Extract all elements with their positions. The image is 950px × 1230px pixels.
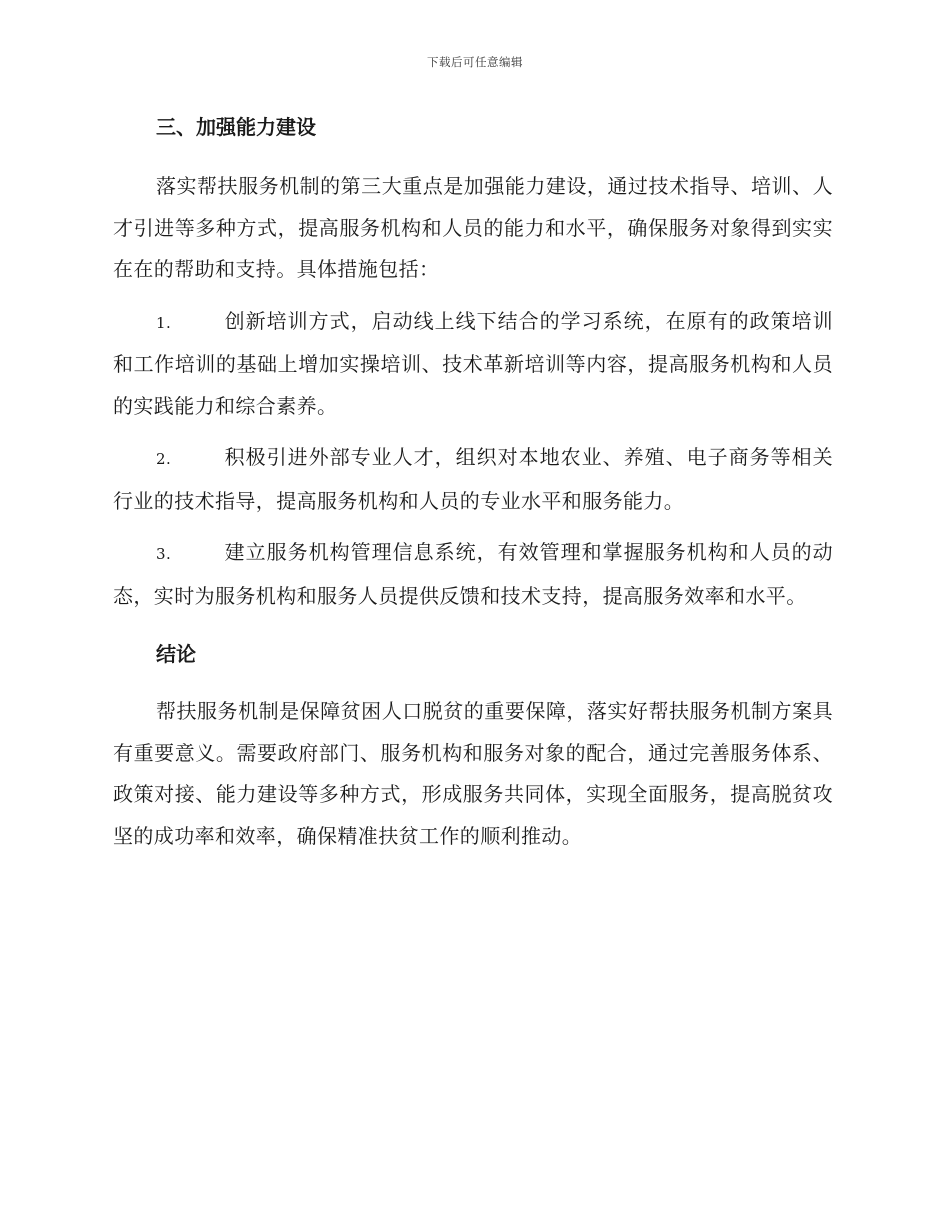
list-item-number: 2. — [156, 450, 172, 468]
list-item-text: 积极引进外部专业人才，组织对本地农业、养殖、电子商务等相关行业的技术指导，提高服务机构和人员的专业水平和服务能力。 — [113, 445, 833, 513]
conclusion-heading: 结论 — [156, 642, 196, 666]
list-item — [113, 437, 833, 522]
list-item — [113, 301, 833, 428]
list-item-text: 建立服务机构管理信息系统，有效管理和掌握服务机构和人员的动态，实时为服务机构和服务人员提供反馈和技术支持，提高服务效率和水平。 — [113, 540, 833, 608]
conclusion-paragraph: 帮扶服务机制是保障贫困人口脱贫的重要保障，落实好帮扶服务机制方案具有重要意义。需要政府部门、服务机构和服务对象的配合，通过完善服务体系、政策对接、能力建设等多种方式，形成服务共同体，实现全面服务，提高脱贫攻坚的成功率和效率，确保精准扶贫工作的顺利推动。 — [113, 699, 833, 848]
list-item-number: 1. — [156, 313, 172, 332]
list-item-text: 创新培训方式，启动线上线下结合的学习系统，在原有的政策培训和工作培训的基础上增加实操培训、技术革新培训等内容，提高服务机构和人员的实践能力和综合素养。 — [113, 308, 833, 418]
document-body — [113, 108, 833, 857]
section-heading: 三、加强能力建设 — [156, 115, 316, 139]
list-item-number: 3. — [156, 545, 172, 563]
header-note: 下载后可任意编辑 — [427, 55, 523, 69]
section-intro-paragraph: 落实帮扶服务机制的第三大重点是加强能力建设，通过技术指导、培训、人才引进等多种方式，提高服务机构和人员的能力和水平，确保服务对象得到实实在在的帮助和支持。具体措施包括： — [113, 174, 833, 281]
list-item — [113, 532, 833, 617]
